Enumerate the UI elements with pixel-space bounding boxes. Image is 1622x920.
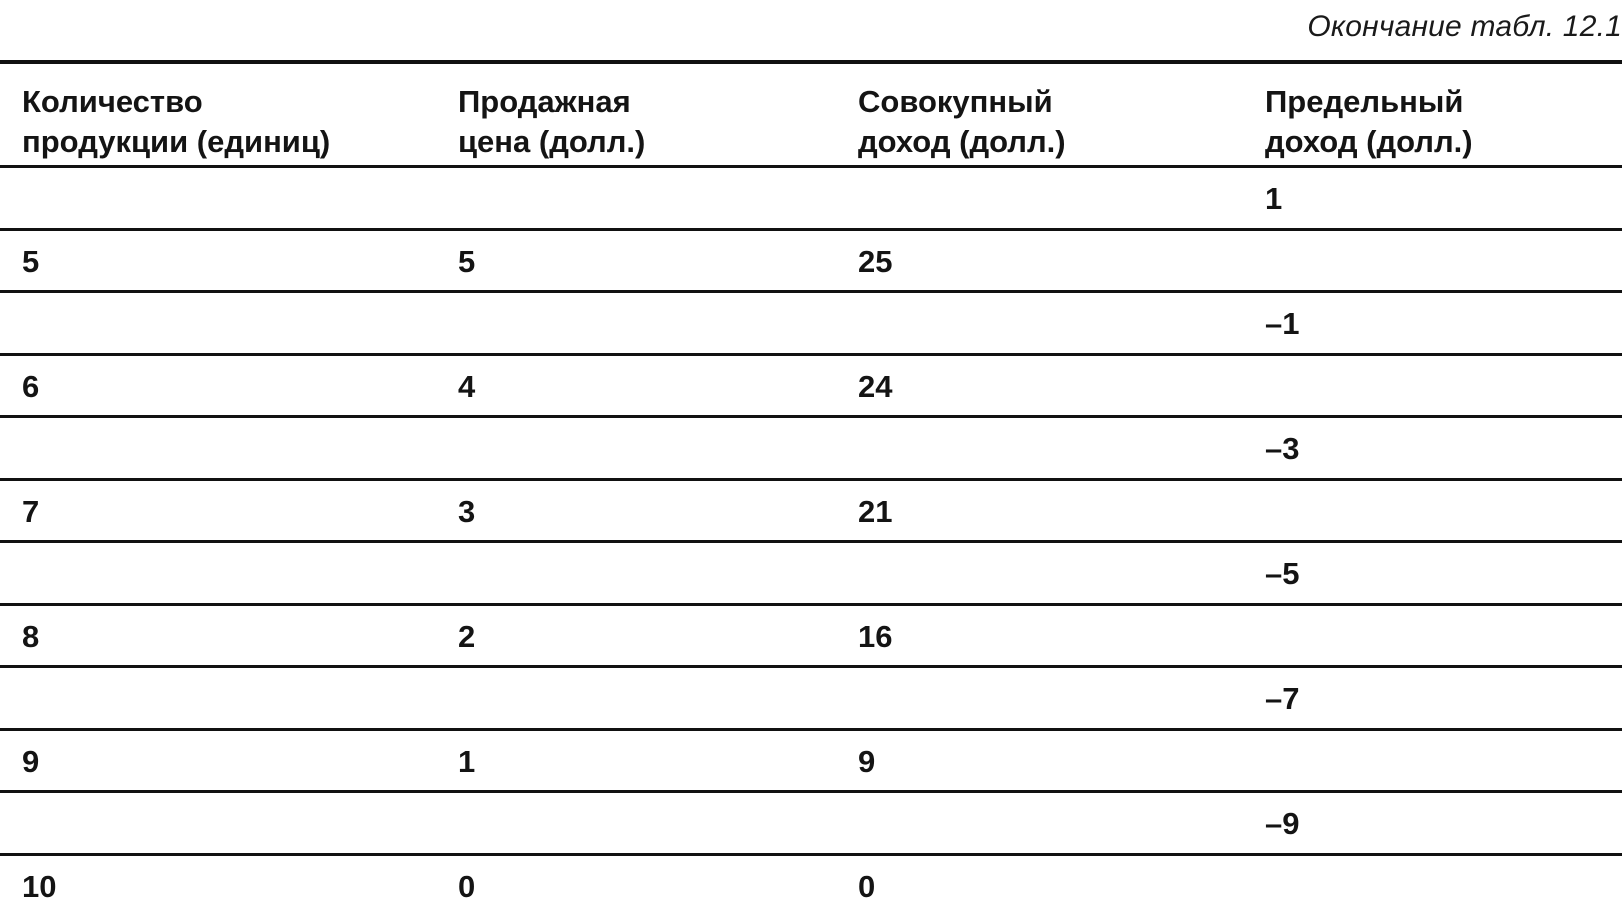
table-row xyxy=(0,231,1622,294)
cell-marginal-revenue: –3 xyxy=(1265,431,1300,466)
data-table xyxy=(0,60,1622,918)
cell-quantity: 5 xyxy=(22,243,40,279)
cell-total-revenue: 24 xyxy=(858,368,893,404)
cell-marginal-revenue: –7 xyxy=(1265,681,1300,716)
table-row xyxy=(0,543,1622,606)
cell-price: 3 xyxy=(458,493,476,529)
cell-total-revenue: 21 xyxy=(858,493,893,529)
cell-marginal-revenue: –5 xyxy=(1265,556,1300,591)
table-row xyxy=(0,168,1622,231)
table-row xyxy=(0,481,1622,544)
cell-total-revenue: 9 xyxy=(858,743,876,779)
table-row xyxy=(0,293,1622,356)
cell-quantity: 9 xyxy=(22,743,40,779)
cell-total-revenue: 0 xyxy=(858,868,876,904)
cell-price: 1 xyxy=(458,743,476,779)
header-quantity: Количество продукции (единиц) xyxy=(22,84,331,159)
header-marginal-revenue: Предельный доход (долл.) xyxy=(1265,84,1473,159)
cell-total-revenue: 16 xyxy=(858,618,893,654)
table-row xyxy=(0,668,1622,731)
cell-marginal-revenue: –1 xyxy=(1265,306,1300,341)
table-body xyxy=(0,168,1622,918)
cell-price: 5 xyxy=(458,243,476,279)
table-caption: Окончание табл. 12.1 xyxy=(1307,10,1622,43)
cell-price: 2 xyxy=(458,618,476,654)
cell-quantity: 10 xyxy=(22,868,57,904)
header-total-revenue: Совокупный доход (долл.) xyxy=(858,84,1066,159)
cell-quantity: 7 xyxy=(22,493,40,529)
cell-price: 4 xyxy=(458,368,476,404)
table-row xyxy=(0,606,1622,669)
cell-quantity: 6 xyxy=(22,368,40,404)
cell-quantity: 8 xyxy=(22,618,40,654)
cell-total-revenue: 25 xyxy=(858,243,893,279)
table-header-row xyxy=(0,64,1622,168)
table-row xyxy=(0,793,1622,856)
table-row xyxy=(0,856,1622,919)
table-row xyxy=(0,731,1622,794)
table-row xyxy=(0,418,1622,481)
cell-marginal-revenue: –9 xyxy=(1265,806,1300,841)
header-price: Продажная цена (долл.) xyxy=(458,84,646,159)
cell-price: 0 xyxy=(458,868,476,904)
table-row xyxy=(0,356,1622,419)
cell-marginal-revenue: 1 xyxy=(1265,181,1283,216)
